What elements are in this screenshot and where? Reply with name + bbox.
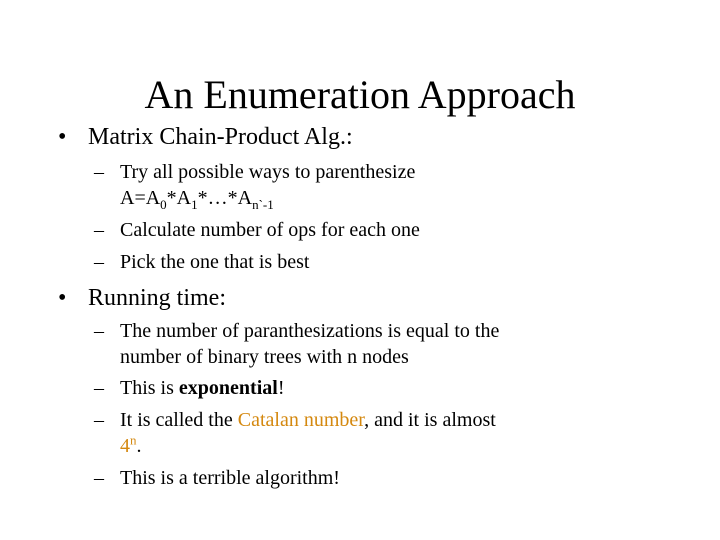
sub-item-exponential (94, 375, 285, 401)
bullet-matrix-chain (58, 122, 353, 152)
bullet-mark: • (58, 124, 67, 150)
sub-item-text-cont: number of binary trees with n nodes (120, 346, 409, 368)
chain-formula: $A=A_0*A_1*\dots*A_{n`-1}$ (120, 187, 274, 212)
dash-mark: – (94, 377, 104, 399)
catalan-number-term: Catalan number (237, 409, 365, 431)
emphasis-exponential: exponential (178, 377, 278, 399)
sub-item-text-end: , and it is almost (364, 409, 496, 431)
sub-item-text: It is called the (120, 409, 238, 431)
sub-item-text: The number of paranthesizations is equal to the (120, 320, 500, 342)
dash-mark: – (94, 467, 104, 489)
sub-item-pick-best (94, 249, 310, 275)
bullet-text: Running time: (88, 285, 226, 311)
sub-item-text: This is a terrible algorithm! (120, 467, 340, 489)
sub-item-text: Pick the one that is best (120, 251, 310, 273)
sub-item-text-end: ! (277, 377, 285, 399)
sub-item-terrible (94, 465, 340, 491)
sub-item-parenthesizations (94, 318, 500, 370)
sub-item-calculate (94, 217, 420, 243)
sub-item-catalan (94, 407, 496, 459)
sub-item-parenthesize (94, 159, 416, 212)
dash-mark: – (94, 219, 104, 241)
dash-mark: – (94, 251, 104, 273)
sub-item-text: This is (120, 377, 179, 399)
bullet-running-time (58, 283, 226, 313)
sub-item-text: Calculate number of ops for each one (120, 219, 420, 241)
bullet-mark: • (58, 285, 67, 311)
catalan-bound: 4$^n$. (120, 432, 142, 457)
dash-mark: – (94, 320, 104, 342)
sub-item-text: Try all possible ways to parenthesize (120, 161, 416, 183)
bullet-text: Matrix Chain-Product Alg.: (88, 124, 353, 150)
dash-mark: – (94, 161, 104, 183)
slide-title: An Enumeration Approach (144, 72, 576, 117)
dash-mark: – (94, 409, 104, 431)
